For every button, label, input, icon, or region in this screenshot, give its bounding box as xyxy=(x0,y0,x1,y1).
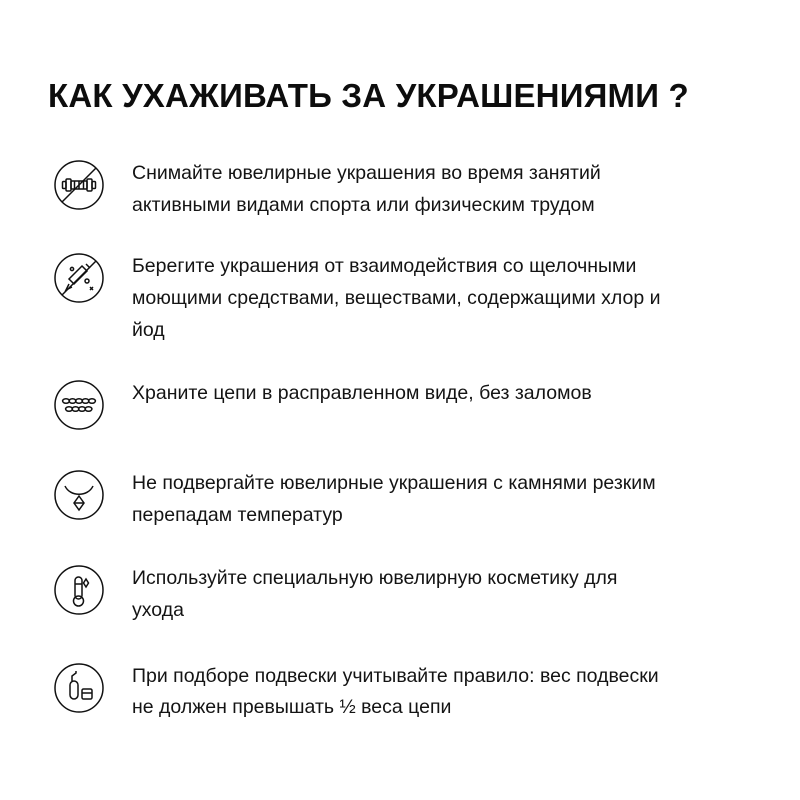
page-title: КАК УХАЖИВАТЬ ЗА УКРАШЕНИЯМИ ? xyxy=(48,77,689,114)
pendant-temperature-icon xyxy=(48,464,110,526)
chain-flat-storage-icon xyxy=(48,374,110,436)
no-cleaning-chemicals-icon xyxy=(48,247,110,309)
list-item-text: При подборе подвески учитывайте правило: вес подвески не должен превышать ½ веса цепи xyxy=(132,664,659,719)
pendant-weight-icon xyxy=(48,657,110,719)
list-item-text: Храните цепи в расправленном виде, без заломов xyxy=(132,382,592,405)
list-item xyxy=(48,245,750,346)
list-item-text: Используйте специальную ювелирную косметику для ухода xyxy=(132,567,618,621)
list-item xyxy=(48,152,750,221)
list-item xyxy=(48,372,750,436)
list-item xyxy=(48,655,750,724)
list-item xyxy=(48,557,750,626)
jewelry-cosmetics-icon xyxy=(48,559,110,621)
list-item-text: Не подвергайте ювелирные украшения с камнями резким перепадам температур xyxy=(132,472,656,526)
tips-list xyxy=(48,150,750,723)
list-item-text: Берегите украшения от взаимодействия со щелочными моющими средствами, веществами, содержащими хлор и йод xyxy=(132,255,661,341)
no-sports-dumbbell-icon xyxy=(48,154,110,216)
list-item xyxy=(48,462,750,531)
list-item-text: Снимайте ювелирные украшения во время занятий активными видами спорта или физическим трудом xyxy=(132,162,601,216)
